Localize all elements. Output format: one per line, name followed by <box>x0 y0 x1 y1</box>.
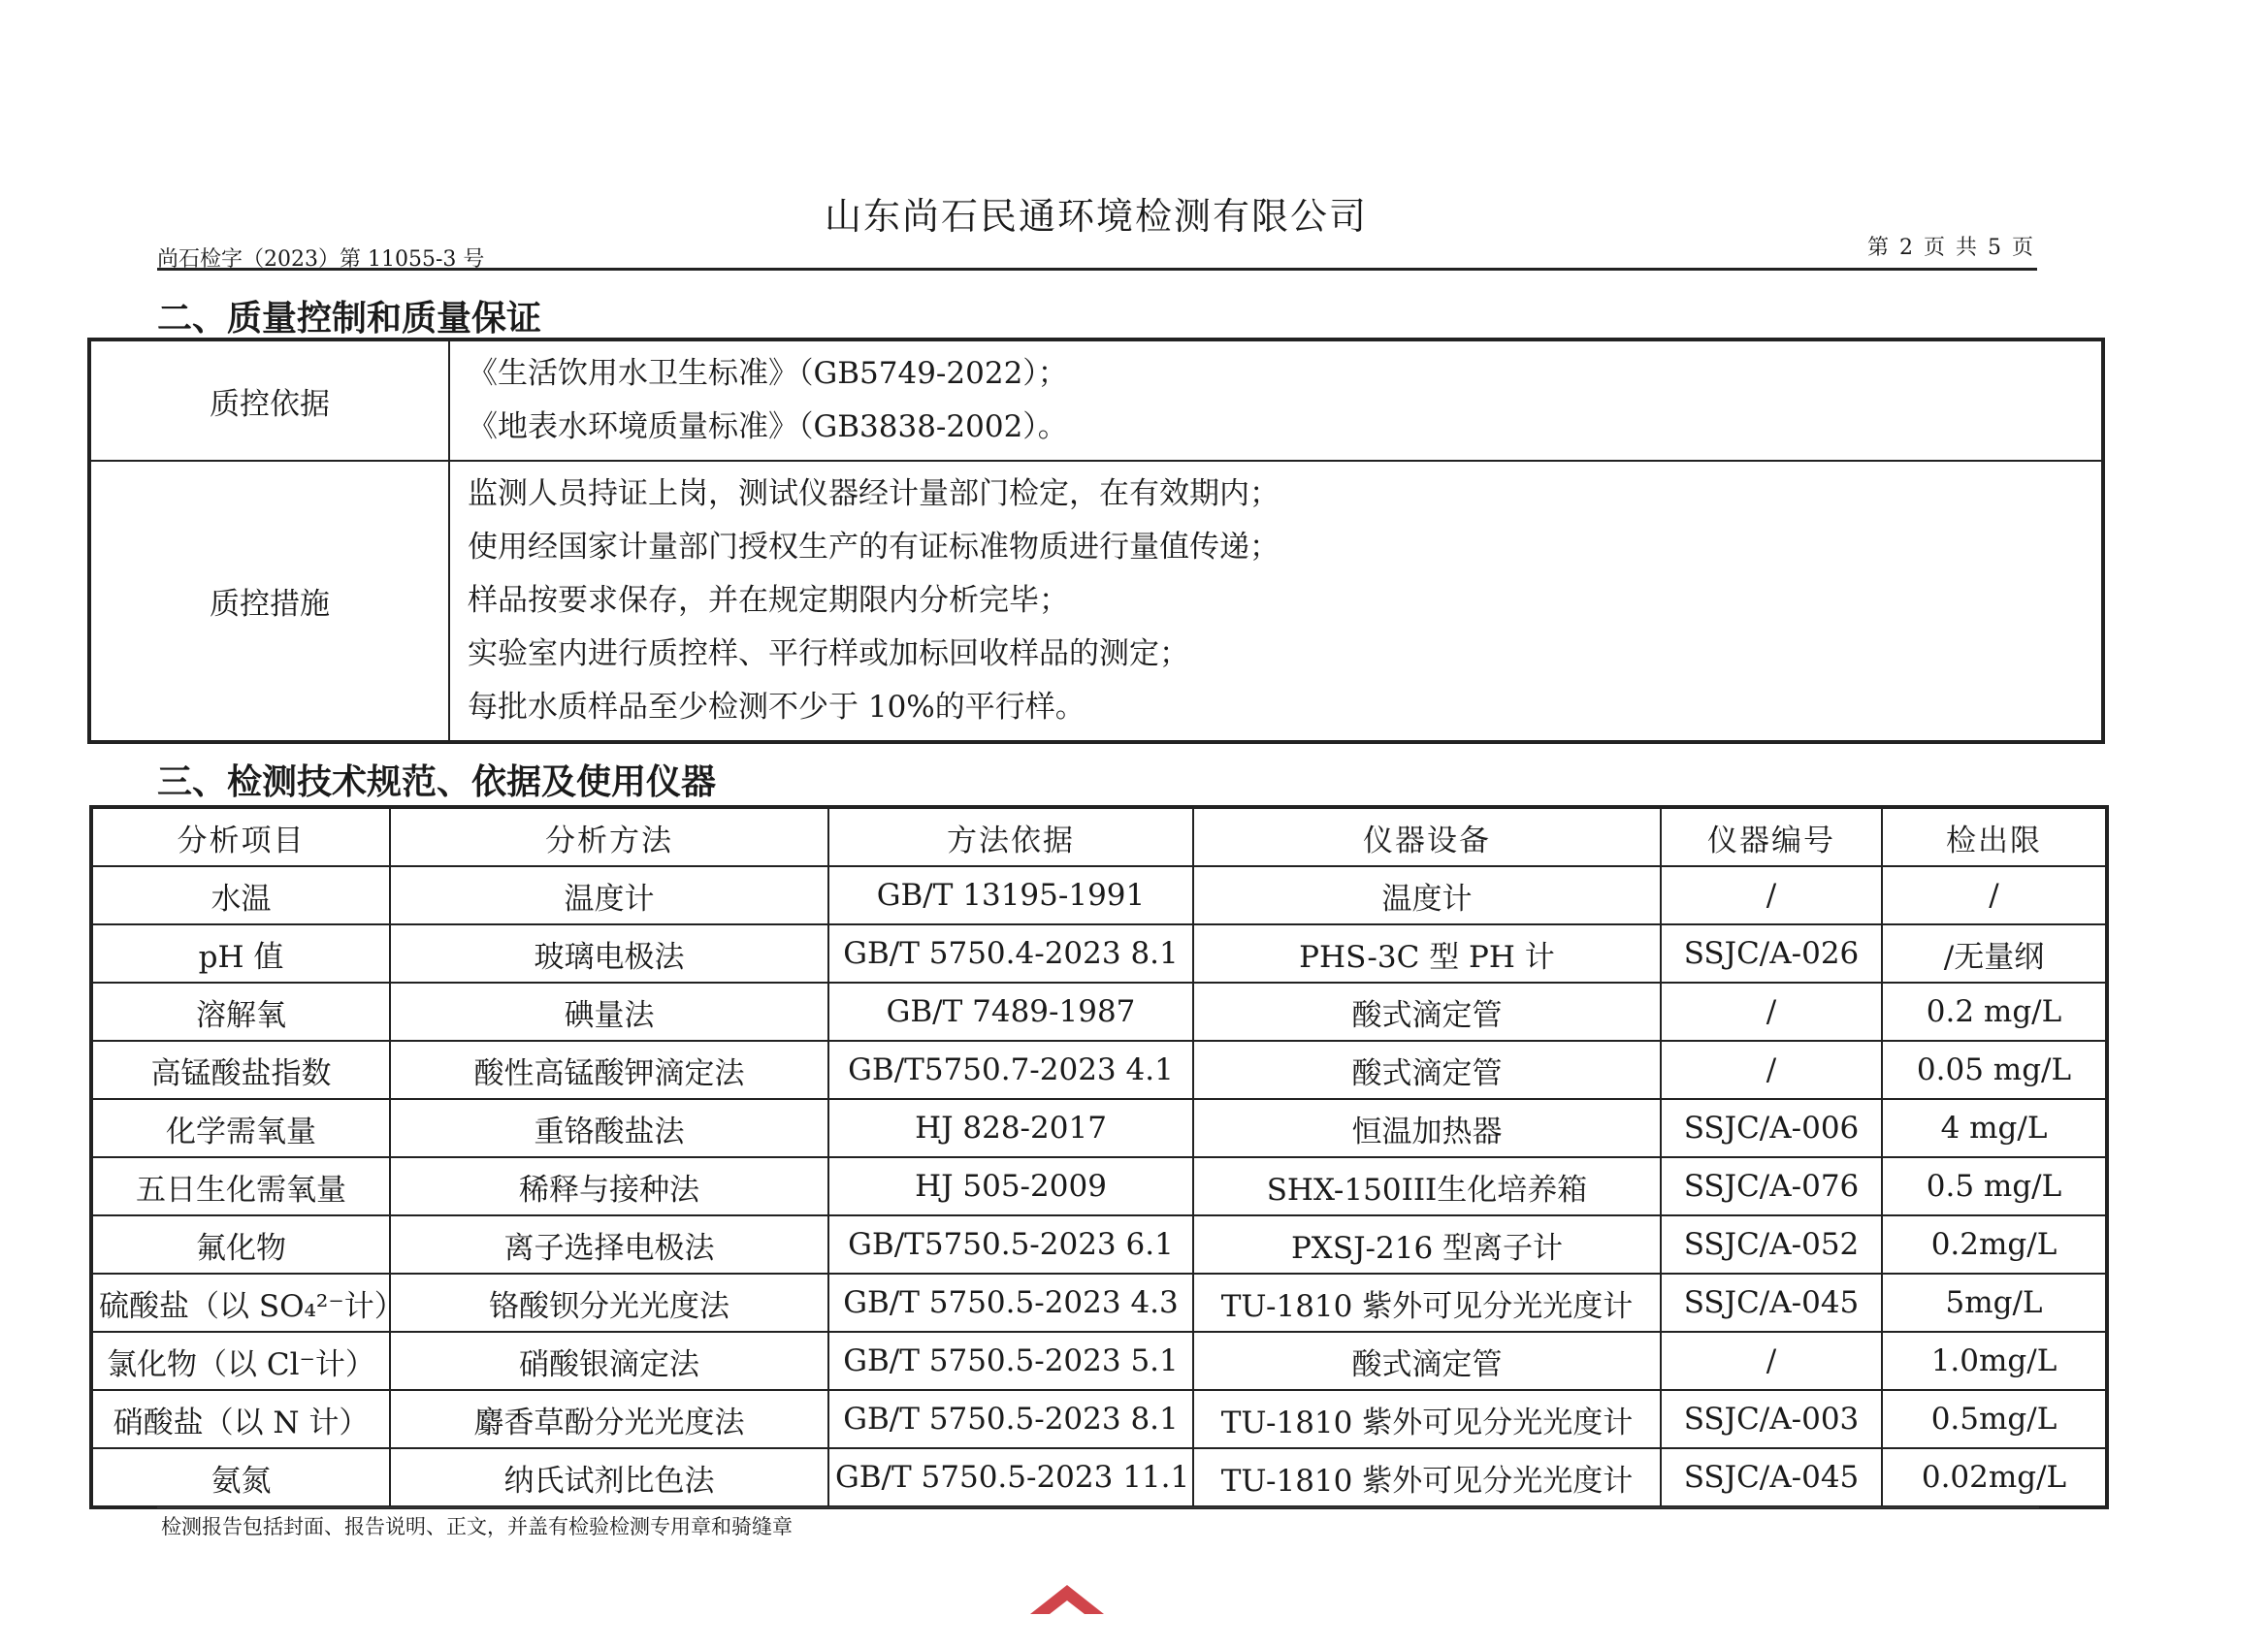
table-cell: 氨氮 <box>91 1448 390 1507</box>
table-cell: GB/T 7489-1987 <box>828 983 1193 1041</box>
table-row <box>91 1157 2107 1215</box>
table-cell: pH 值 <box>91 924 390 983</box>
table-cell: GB/T 5750.4-2023 8.1 <box>828 924 1193 983</box>
footnote: 检测报告包括封面、报告说明、正文，并盖有检验检测专用章和骑缝章 <box>161 1515 793 1538</box>
table-cell: GB/T 5750.5-2023 4.3 <box>828 1274 1193 1332</box>
header-divider <box>157 268 2037 271</box>
qc-measure-line: 监测人员持证上岗，测试仪器经计量部门检定，在有效期内； <box>468 476 1280 511</box>
table-cell: 0.02mg/L <box>1882 1448 2107 1507</box>
table-cell: 0.2mg/L <box>1882 1215 2107 1274</box>
table-cell: SSJC/A-026 <box>1661 924 1882 983</box>
table-cell: 化学需氧量 <box>91 1099 390 1157</box>
qc-row-measures <box>89 461 2103 742</box>
table-cell: / <box>1661 983 1882 1041</box>
section-3-title: 三、检测技术规范、依据及使用仪器 <box>157 762 717 802</box>
table-cell: 酸性高锰酸钾滴定法 <box>390 1041 828 1099</box>
footnote-divider <box>157 1506 2039 1508</box>
table-cell: 水温 <box>91 866 390 924</box>
column-header: 检出限 <box>1882 807 2107 866</box>
column-header: 仪器设备 <box>1193 807 1661 866</box>
table-cell: GB/T5750.5-2023 6.1 <box>828 1215 1193 1274</box>
table-row <box>91 1041 2107 1099</box>
table-cell: 0.5mg/L <box>1882 1390 2107 1448</box>
table-cell: 麝香草酚分光光度法 <box>390 1390 828 1448</box>
table-cell: 氟化物 <box>91 1215 390 1274</box>
methods-table <box>89 805 2109 1509</box>
table-cell: 1.0mg/L <box>1882 1332 2107 1390</box>
table-row <box>91 866 2107 924</box>
table-cell: GB/T 5750.5-2023 5.1 <box>828 1332 1193 1390</box>
table-cell: GB/T5750.7-2023 4.1 <box>828 1041 1193 1099</box>
table-row <box>91 983 2107 1041</box>
table-cell: 玻璃电极法 <box>390 924 828 983</box>
table-cell: 0.2 mg/L <box>1882 983 2107 1041</box>
table-cell: HJ 828-2017 <box>828 1099 1193 1157</box>
table-cell: 4 mg/L <box>1882 1099 2107 1157</box>
table-cell: PHS-3C 型 PH 计 <box>1193 924 1661 983</box>
table-cell: 5mg/L <box>1882 1274 2107 1332</box>
table-cell: PXSJ-216 型离子计 <box>1193 1215 1661 1274</box>
seal-stamp-icon <box>1028 1581 1106 1620</box>
table-cell: GB/T 13195-1991 <box>828 866 1193 924</box>
table-cell: SSJC/A-003 <box>1661 1390 1882 1448</box>
qc-measures-label: 质控措施 <box>89 461 449 742</box>
table-row <box>91 1215 2107 1274</box>
table-cell: 溶解氧 <box>91 983 390 1041</box>
table-cell: / <box>1661 866 1882 924</box>
company-name: 山东尚石民通环境检测有限公司 <box>824 195 1368 238</box>
column-header: 分析方法 <box>390 807 828 866</box>
table-row <box>91 924 2107 983</box>
table-cell: SSJC/A-052 <box>1661 1215 1882 1274</box>
qc-measure-line: 样品按要求保存，并在规定期限内分析完毕； <box>468 583 1069 618</box>
table-cell: 恒温加热器 <box>1193 1099 1661 1157</box>
quality-control-table <box>87 338 2105 744</box>
qc-measure-line: 使用经国家计量部门授权生产的有证标准物质进行量值传递； <box>468 530 1280 565</box>
table-cell: GB/T 5750.5-2023 8.1 <box>828 1390 1193 1448</box>
table-cell: TU-1810 紫外可见分光光度计 <box>1193 1274 1661 1332</box>
column-header: 仪器编号 <box>1661 807 1882 866</box>
table-cell: 离子选择电极法 <box>390 1215 828 1274</box>
table-cell: 硝酸银滴定法 <box>390 1332 828 1390</box>
table-cell: 酸式滴定管 <box>1193 1041 1661 1099</box>
column-header: 分析项目 <box>91 807 390 866</box>
table-cell: 重铬酸盐法 <box>390 1099 828 1157</box>
table-row <box>91 1274 2107 1332</box>
table-cell: 0.05 mg/L <box>1882 1041 2107 1099</box>
qc-basis-content <box>449 340 2103 461</box>
table-cell: 酸式滴定管 <box>1193 983 1661 1041</box>
qc-basis-line: 《生活饮用水卫生标准》（GB5749-2022）； <box>468 356 1068 391</box>
table-cell: GB/T 5750.5-2023 11.1 <box>828 1448 1193 1507</box>
table-cell: 稀释与接种法 <box>390 1157 828 1215</box>
table-cell: 温度计 <box>1193 866 1661 924</box>
table-cell: TU-1810 紫外可见分光光度计 <box>1193 1390 1661 1448</box>
table-cell: 氯化物（以 Cl⁻计） <box>91 1332 390 1390</box>
qc-measure-line: 每批水质样品至少检测不少于 10%的平行样。 <box>468 690 1085 725</box>
qc-row-basis <box>89 340 2103 461</box>
table-cell: HJ 505-2009 <box>828 1157 1193 1215</box>
table-cell: 硝酸盐（以 N 计） <box>91 1390 390 1448</box>
table-row <box>91 1099 2107 1157</box>
methods-body <box>91 866 2107 1507</box>
table-cell: 温度计 <box>390 866 828 924</box>
table-cell: SHX-150III生化培养箱 <box>1193 1157 1661 1215</box>
qc-basis-label: 质控依据 <box>89 340 449 461</box>
table-cell: / <box>1882 866 2107 924</box>
table-row <box>91 1390 2107 1448</box>
section-2-title: 二、质量控制和质量保证 <box>157 299 542 339</box>
table-cell: / <box>1661 1332 1882 1390</box>
table-cell: 五日生化需氧量 <box>91 1157 390 1215</box>
table-row <box>91 1448 2107 1507</box>
column-header: 方法依据 <box>828 807 1193 866</box>
table-cell: SSJC/A-045 <box>1661 1274 1882 1332</box>
table-cell: 纳氏试剂比色法 <box>390 1448 828 1507</box>
table-cell: SSJC/A-076 <box>1661 1157 1882 1215</box>
report-number: 尚石检字（2023）第 11055-3 号 <box>157 247 485 272</box>
methods-header-row <box>91 807 2107 866</box>
page-number: 第 2 页 共 5 页 <box>1867 236 2035 260</box>
table-cell: SSJC/A-006 <box>1661 1099 1882 1157</box>
table-cell: 0.5 mg/L <box>1882 1157 2107 1215</box>
table-cell: /无量纲 <box>1882 924 2107 983</box>
table-cell: 碘量法 <box>390 983 828 1041</box>
table-cell: TU-1810 紫外可见分光光度计 <box>1193 1448 1661 1507</box>
table-cell: SSJC/A-045 <box>1661 1448 1882 1507</box>
table-cell: / <box>1661 1041 1882 1099</box>
table-cell: 铬酸钡分光光度法 <box>390 1274 828 1332</box>
qc-measure-line: 实验室内进行质控样、平行样或加标回收样品的测定； <box>468 636 1189 671</box>
qc-measures-content <box>449 461 2103 742</box>
qc-basis-line: 《地表水环境质量标准》（GB3838-2002）。 <box>468 409 1068 444</box>
table-row <box>91 1332 2107 1390</box>
table-cell: 高锰酸盐指数 <box>91 1041 390 1099</box>
table-cell: 酸式滴定管 <box>1193 1332 1661 1390</box>
table-cell: 硫酸盐（以 SO₄²⁻计） <box>91 1274 390 1332</box>
